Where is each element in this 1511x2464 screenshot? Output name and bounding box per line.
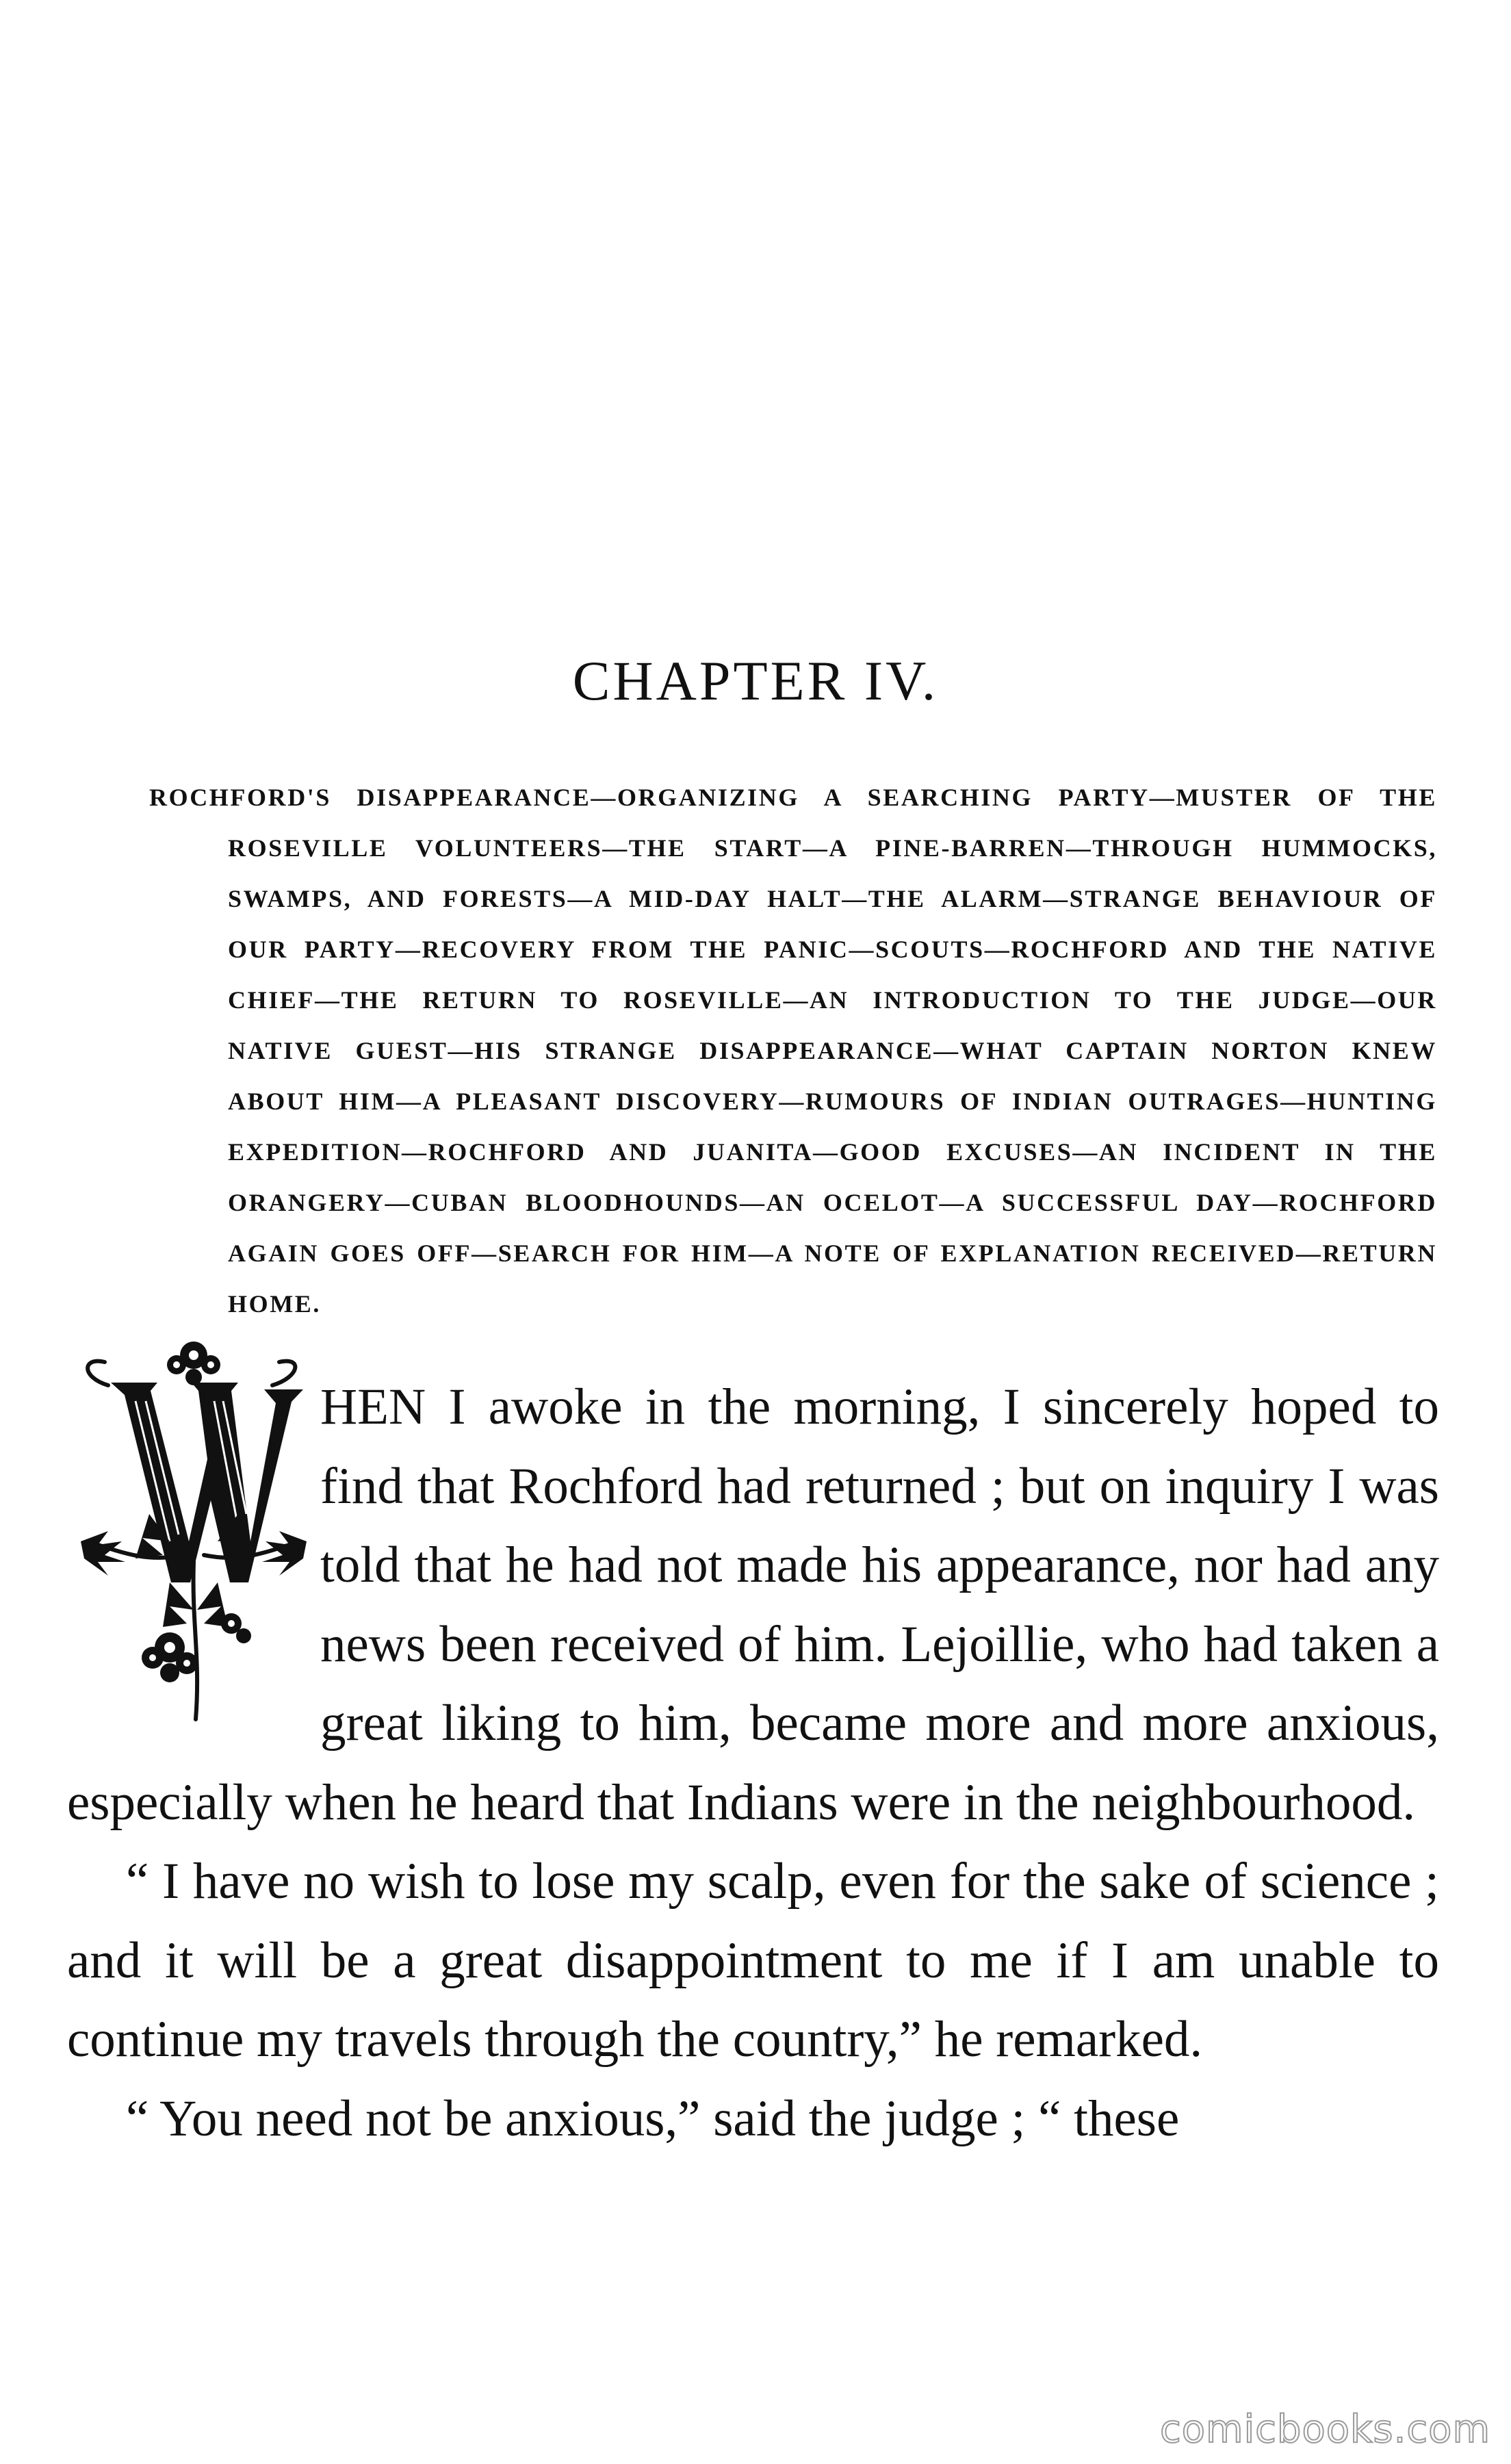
floral-dropcap-w-icon [67,1336,320,1733]
watermark: comicbooks.com [1159,2407,1490,2452]
paragraph-1-text: HEN I awoke in the morning, I sincerely hoped to find that Rochford had returned ; but on inquiry I was told that he had not made his appearance, nor had any news been received of him. Lejoillie, who had taken a great liking to him, became more and more anxious, especially when he heard that Indians were in the neighbourhood. [67,1378,1439,1831]
paragraph-1 [67,1368,1439,1842]
chapter-synopsis: ROCHFORD'S DISAPPEARANCE—ORGANIZING A SEARCHING PARTY—MUSTER OF THE ROSEVILLE VOLUNTEERS—THE START—A PINE-BARREN—THROUGH HUMMOCKS, SWAMPS, AND FORESTS—A MID-DAY HALT—THE ALARM—STRANGE BEHAVIOUR OF OUR PARTY—RECOVERY FROM THE PANIC—SCOUTS—ROCHFORD AND THE NATIVE CHIEF—THE RETURN TO ROSEVILLE—AN INTRODUCTION TO THE JUDGE—OUR NATIVE GUEST—HIS STRANGE DISAPPEARANCE—WHAT CAPTAIN NORTON KNEW ABOUT HIM—A PLEASANT DISCOVERY—RUMOURS OF INDIAN OUTRAGES—HUNTING EXPEDITION—ROCHFORD AND JUANITA—GOOD EXCUSES—AN INCIDENT IN THE ORANGERY—CUBAN BLOODHOUNDS—AN OCELOT—A SUCCESSFUL DAY—ROCHFORD AGAIN GOES OFF—SEARCH FOR HIM—A NOTE OF EXPLANATION RECEIVED—RETURN HOME. [149,784,1437,1318]
paragraph-3: “ You need not be anxious,” said the judge ; “ these [126,2090,1180,2147]
decorative-dropcap [67,1336,320,1733]
paragraph-2: “ I have no wish to lose my scalp, even for the sake of science ; and it will be a great disappointment to me if I am unable to continue my travels through the country,” he remarked. [67,1853,1439,2068]
body-text [67,1368,1439,2158]
chapter-title: CHAPTER IV. [572,650,939,712]
